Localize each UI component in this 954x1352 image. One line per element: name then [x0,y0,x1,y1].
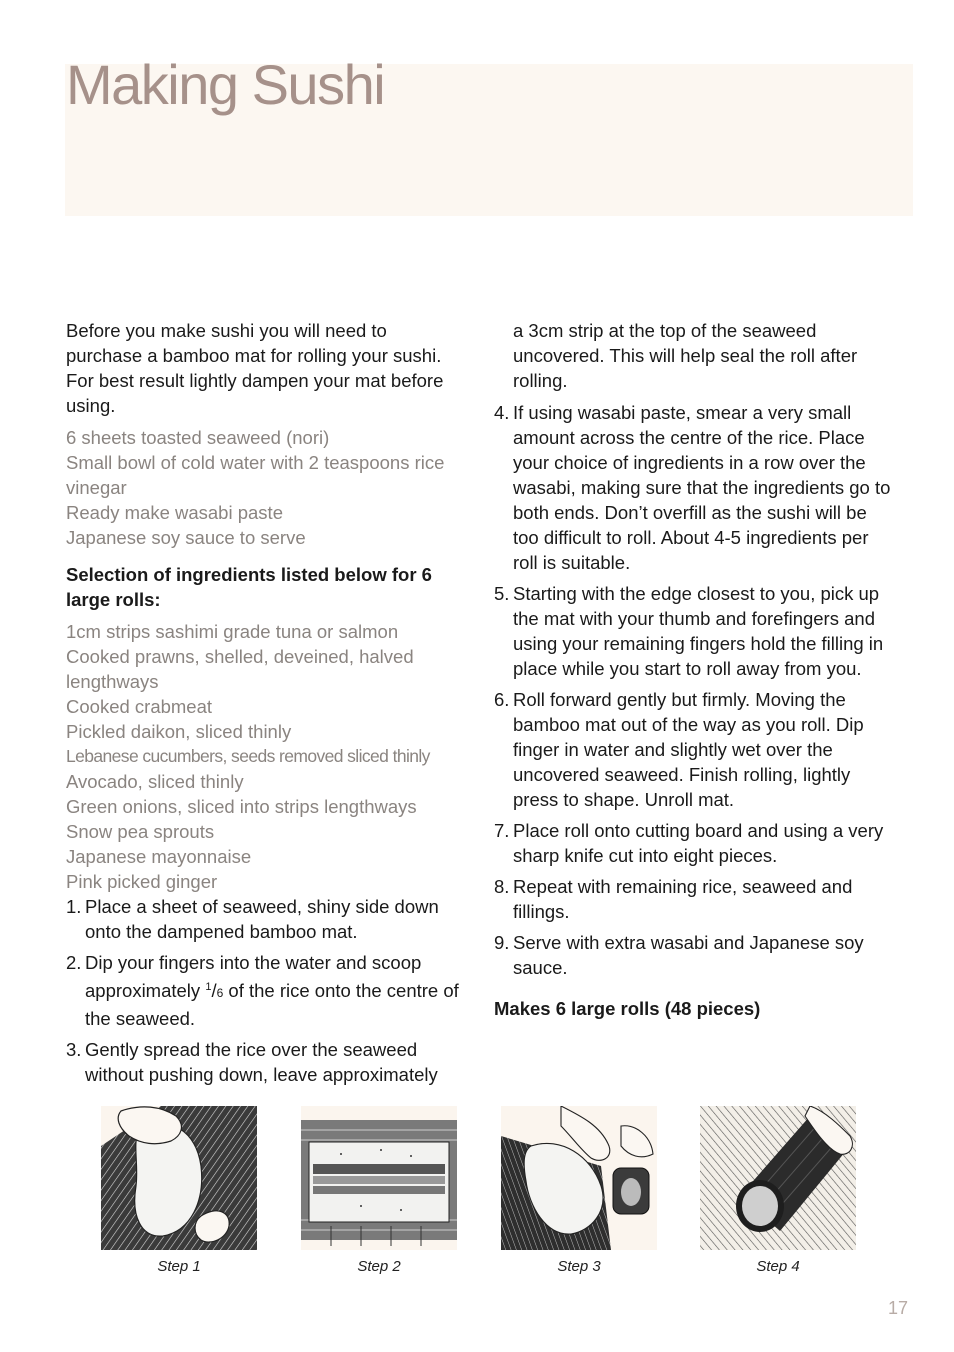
step-number: 1. [66,896,82,917]
step-text: Dip your fingers into the water and scoop approximately $^1$/6 of the rice onto the centre of the seaweed. [85,952,459,1030]
step-number: 7. [494,820,510,841]
page-number: 17 [888,1298,909,1318]
step-4-illustration [700,1106,856,1250]
step-number: 9. [494,932,510,953]
ingredient-item: Japanese soy sauce to serve [66,527,306,548]
step-text: Roll forward gently but firmly. Moving the bamboo mat out of the way as you roll. Dip finger in water and slightly wet over the uncovered seaweed. Finish rolling, lightly press to shape. Unroll mat. [513,689,864,810]
step-number: 6. [494,689,510,710]
intro-paragraph: Before you make sushi you will need to purchase a bamboo mat for rolling your sushi. For best result lightly dampen your mat before using. [66,320,444,416]
steps-list-right [494,400,894,980]
fraction-numerator: 1 [205,981,212,993]
step-1-caption: Step 1 [157,1258,201,1275]
filling-ingredients [66,619,466,894]
step-2-caption: Step 2 [357,1258,401,1275]
step-item [66,950,466,1031]
filling-item: Japanese mayonnaise [66,846,252,867]
step-number: 4. [494,402,510,423]
yield-text: Makes 6 large rolls (48 pieces) [494,998,761,1019]
step-text: Gently spread the rice over the seaweed without pushing down, leave approximately [85,1039,438,1086]
step-text: Repeat with remaining rice, seaweed and fillings. [513,876,853,922]
step-number: 8. [494,876,510,897]
filling-item: Lebanese cucumbers, seeds removed sliced thinly [66,746,430,766]
step-item [494,930,894,980]
filling-item: Green onions, sliced into strips lengthways [66,796,417,817]
step-text: If using wasabi paste, smear a very small amount across the centre of the rice. Place your choice of ingredients in a row over the wasabi, making sure that the ingredients go to both ends. Don’t overfill as the sushi will be too difficult to roll. About 4-5 ingredients per roll is suitable. [513,402,891,573]
step-item [494,581,894,681]
filling-item: 1cm strips sashimi grade tuna or salmon [66,621,399,642]
step-1-illustration [101,1106,257,1250]
ingredient-item: Small bowl of cold water with 2 teaspoons rice vinegar [66,452,445,498]
filling-item: Cooked crabmeat [66,696,213,717]
fraction-denominator: 6 [216,986,224,1001]
step-item [66,1037,466,1087]
step-item [494,818,894,868]
step-item [494,874,894,924]
step-4-caption: Step 4 [756,1258,800,1275]
filling-item: Pink picked ginger [66,871,218,892]
filling-item: Cooked prawns, shelled, deveined, halved lengthways [66,646,414,692]
selection-heading: Selection of ingredients listed below for 6 large rolls: [66,564,432,610]
step-text: Starting with the edge closest to you, pick up the mat with your thumb and forefingers and using your remaining fingers hold the filling in place while you start to roll away from you. [513,583,884,679]
filling-item: Avocado, sliced thinly [66,771,244,792]
left-column [66,318,466,1087]
filling-item: Pickled daikon, sliced thinly [66,721,292,742]
filling-item: Snow pea sprouts [66,821,215,842]
step-item [494,687,894,812]
step-item [66,894,466,944]
step-text: Place roll onto cutting board and using a very sharp knife cut into eight pieces. [513,820,884,866]
step-3-caption: Step 3 [557,1258,601,1275]
step-3-continued: a 3cm strip at the top of the seaweed uncovered. This will help seal the roll after rolling. [513,320,858,391]
step-2-illustration [301,1106,457,1250]
basic-ingredients [66,425,466,550]
steps-list-left [66,894,466,1087]
right-column [494,318,894,1021]
step-item [494,400,894,575]
step-number: 2. [66,952,82,973]
step-text: Place a sheet of seaweed, shiny side down onto the dampened bamboo mat. [85,896,439,942]
step-3-illustration [501,1106,657,1250]
step-number: 5. [494,583,510,604]
step-text: Serve with extra wasabi and Japanese soy sauce. [513,932,864,978]
ingredient-item: 6 sheets toasted seaweed (nori) [66,427,330,448]
page-title: Making Sushi [66,53,385,116]
ingredient-item: Ready make wasabi paste [66,502,283,523]
step-number: 3. [66,1039,82,1061]
